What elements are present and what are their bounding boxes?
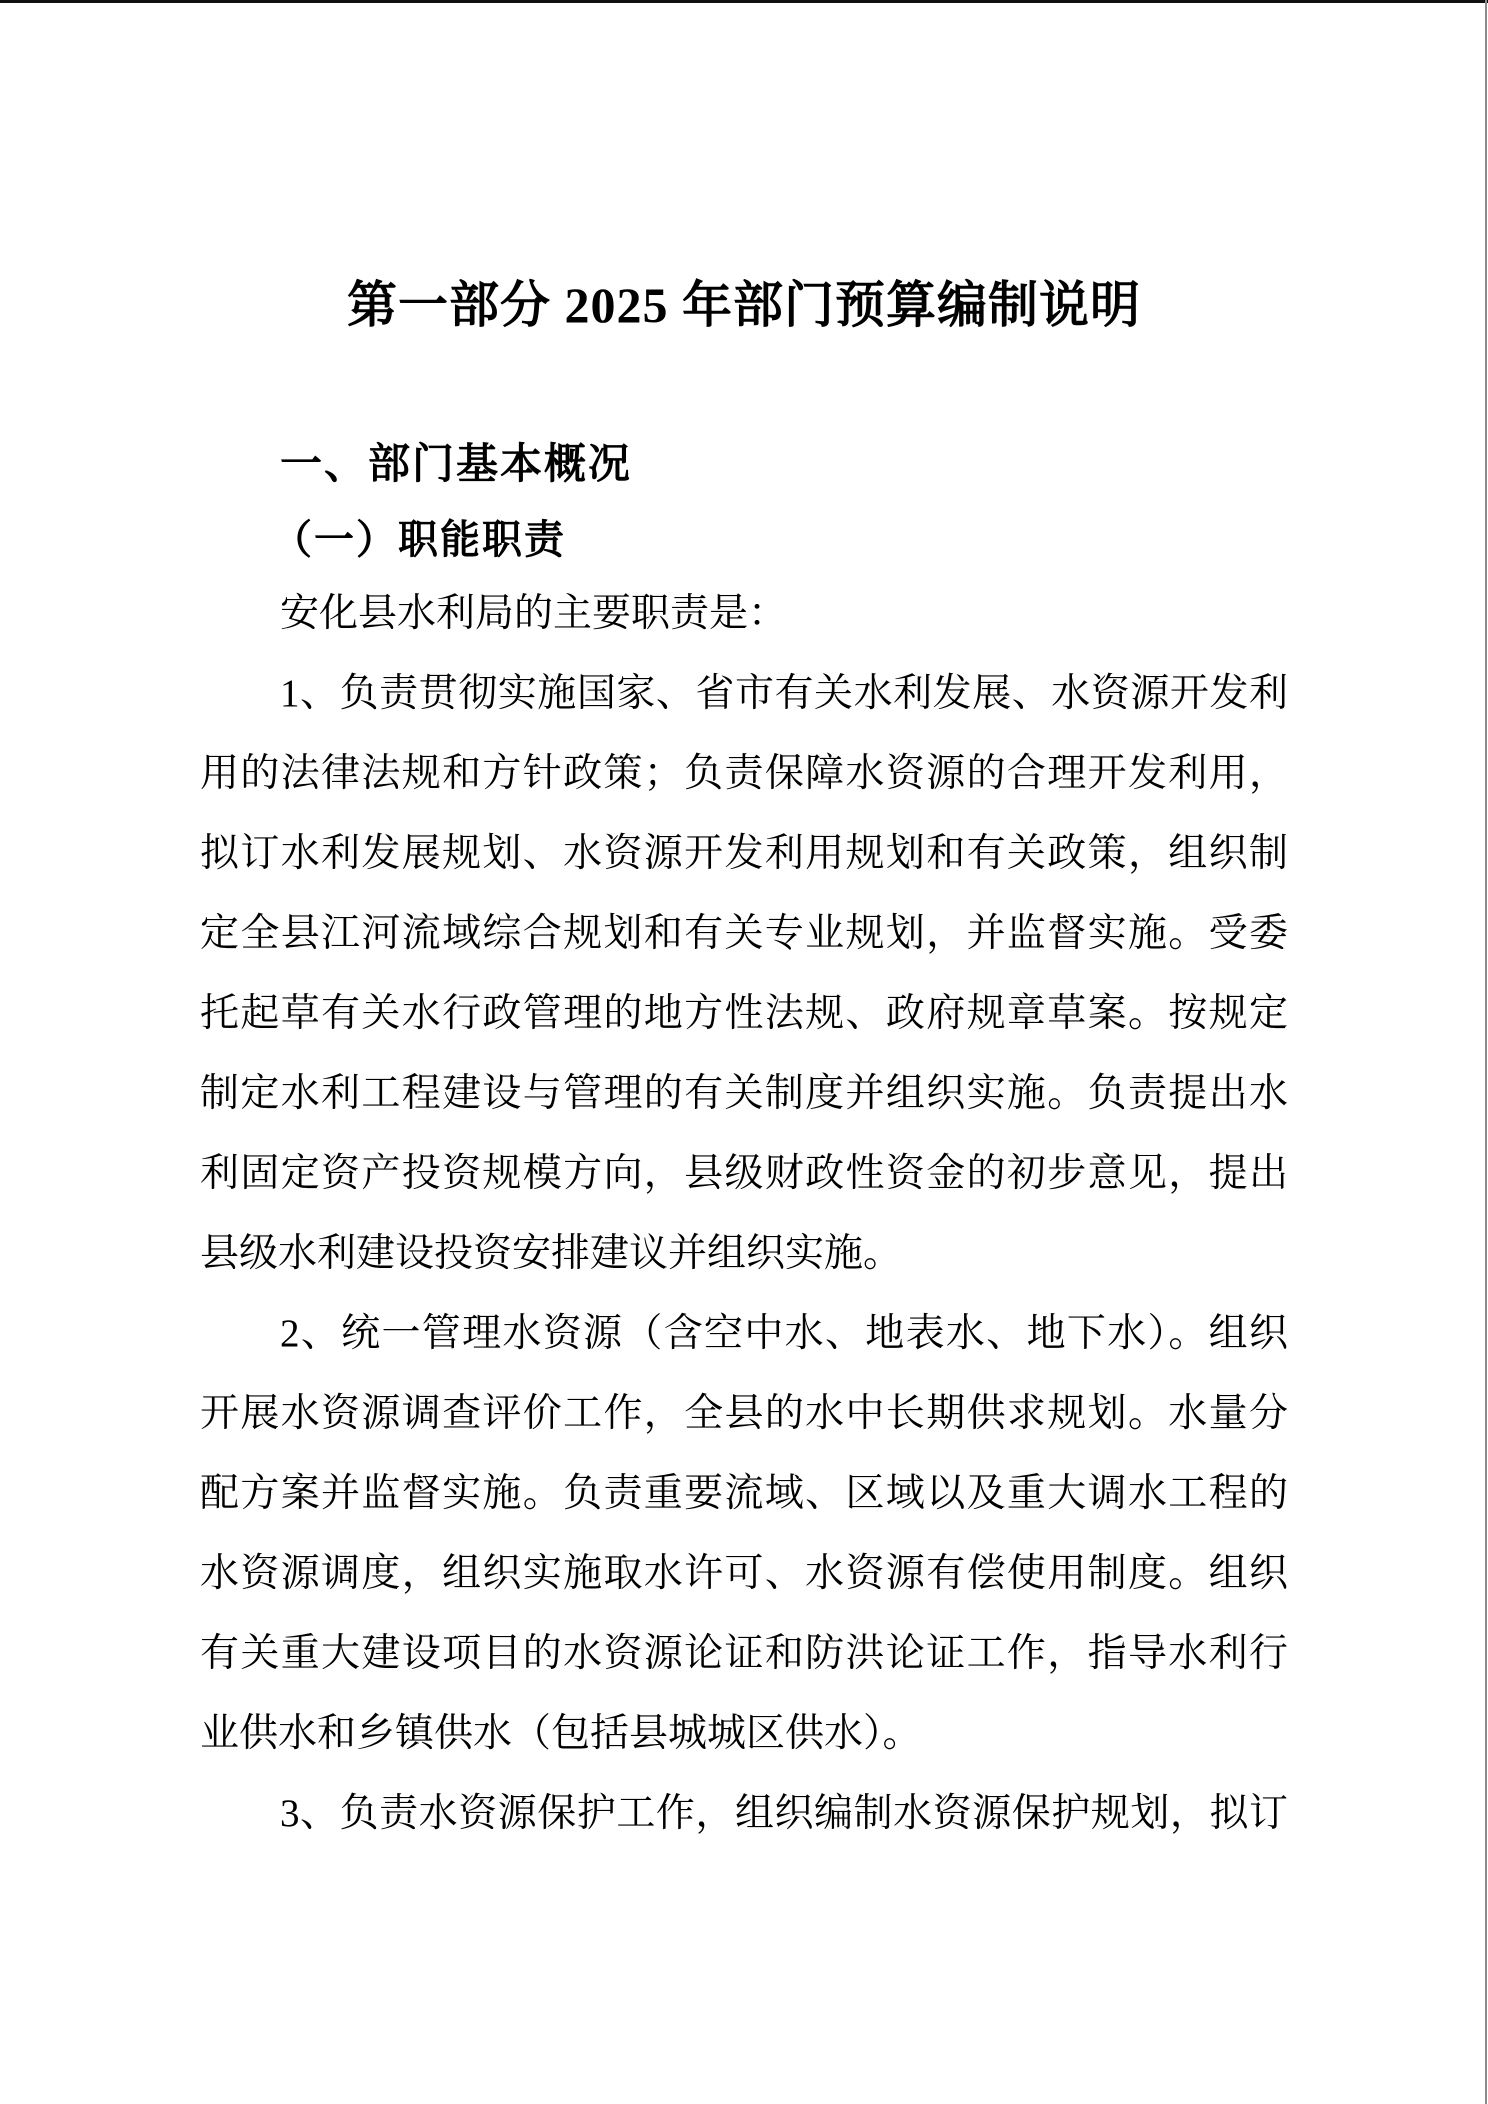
body-line: 1、负责贯彻实施国家、省市有关水利发展、水资源开发利 — [280, 672, 1288, 715]
subsection-heading: （一）职能职责 — [272, 517, 566, 562]
body-text — [200, 574, 1288, 1854]
body-line: 业供水和乡镇供水（包括县城城区供水）。 — [200, 1712, 922, 1755]
body-line: 用的法律法规和方针政策；负责保障水资源的合理开发利用， — [200, 752, 1288, 795]
body-line: 有关重大建设项目的水资源论证和防洪论证工作，指导水利行 — [200, 1632, 1288, 1675]
section-heading: 一、部门基本概况 — [280, 440, 633, 487]
body-line: 拟订水利发展规划、水资源开发利用规划和有关政策，组织制 — [200, 832, 1288, 875]
document-title: 第一部分 2025 年部门预算编制说明 — [347, 277, 1141, 333]
body-line: 2、统一管理水资源（含空中水、地表水、地下水）。组织 — [280, 1312, 1288, 1355]
page-top-edge — [0, 0, 1488, 3]
body-line: 水资源调度，组织实施取水许可、水资源有偿使用制度。组织 — [200, 1552, 1288, 1595]
body-line: 定全县江河流域综合规划和有关专业规划，并监督实施。受委 — [200, 912, 1288, 955]
body-line: 托起草有关水行政管理的地方性法规、政府规章草案。按规定 — [200, 992, 1288, 1035]
body-line: 开展水资源调查评价工作，全县的水中长期供求规划。水量分 — [200, 1392, 1288, 1435]
body-line: 3、负责水资源保护工作，组织编制水资源保护规划，拟订 — [280, 1792, 1288, 1835]
body-line: 县级水利建设投资安排建议并组织实施。 — [200, 1232, 903, 1275]
body-line: 制定水利工程建设与管理的有关制度并组织实施。负责提出水 — [200, 1072, 1288, 1115]
body-line: 安化县水利局的主要职责是： — [280, 592, 788, 635]
body-line: 利固定资产投资规模方向，县级财政性资金的初步意见，提出 — [200, 1152, 1288, 1195]
body-line: 配方案并监督实施。负责重要流域、区域以及重大调水工程的 — [200, 1472, 1288, 1515]
page-right-edge — [1485, 0, 1487, 2104]
